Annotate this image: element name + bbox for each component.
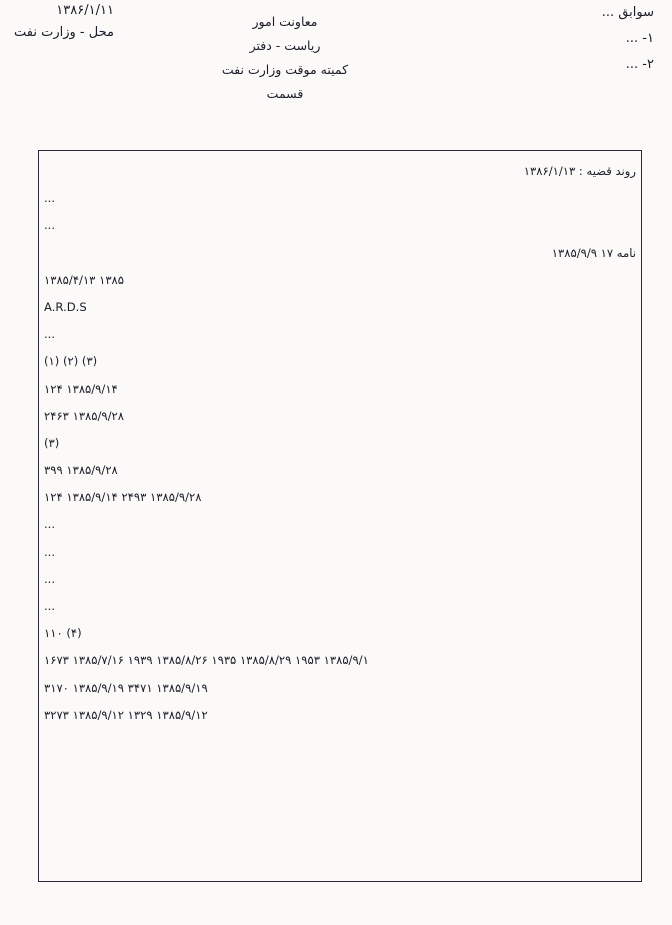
body-line: ۳۹۹ ۱۳۸۵/۹/۲۸ [44,463,118,478]
body-line: ... [44,327,56,342]
header-right-line: ۲- ... [625,57,654,72]
body-line: ... [44,599,56,613]
body-line: ۱۶۷۳ ۱۳۸۵/۷/۱۶ ۱۹۳۹ ۱۳۸۵/۸/۲۶ ۱۹۳۵ ۱۳۸۵/۸/۲۹ ۱۹۵۳ ۱۳۸۵/۹/۱ [44,653,369,668]
header-right [602,0,654,78]
body-line: روند قضیه : ۱۳۸۶/۱/۱۳ [523,164,636,178]
body-line: A.R.D.S [44,299,87,314]
body-line: ۱۲۴ ۱۳۸۵/۹/۱۴ ۲۴۹۳ ۱۳۸۵/۹/۲۸ [44,490,202,505]
header-center-line: معاونت امور [252,14,318,29]
body-line [44,729,636,756]
body-line: ... [44,218,56,233]
body-line: ... [44,191,56,206]
body-line: ۱۲۴ ۱۳۸۵/۹/۱۴ [44,381,118,396]
body-line: ۳۱۷۰ ۱۳۸۵/۹/۱۹ ۳۴۷۱ ۱۳۸۵/۹/۱۹ [44,680,208,695]
body-line [44,838,636,865]
header-center-line: ریاست - دفتر [249,38,321,53]
header-right-line: ۱- ... [625,31,654,46]
body-line [44,811,636,838]
header-center-line: کمیته موقت وزارت نفت [221,62,349,77]
body-line: (۳) [44,435,60,450]
header-left-line: محل - وزارت نفت [14,25,114,40]
header-left [14,0,114,44]
body-line: (۱) (۲) (۳) [44,354,98,369]
body-line [44,783,636,810]
header-left-line: ۱۳۸۶/۱/۱۱ [56,3,114,18]
body-line: ... [44,571,56,586]
body-line: ۱۳۸۵/۴/۱۳ ۱۳۸۵ [44,272,124,287]
body-line: ۱۱۰ (۴) [44,626,82,641]
body-line [44,756,636,783]
header-right-line: سوابق ... [601,5,654,20]
body-line: ۲۴۶۳ ۱۳۸۵/۹/۲۸ [44,408,124,423]
body-line: ... [44,517,56,532]
body-line: ... [44,544,56,559]
header-center [160,10,410,106]
body-line: ۳۲۷۳ ۱۳۸۵/۹/۱۲ ۱۳۲۹ ۱۳۸۵/۹/۱۲ [44,707,208,722]
body-line: نامه ۱۷ ۱۳۸۵/۹/۹ [551,245,636,260]
header-center-line: قسمت [266,86,304,101]
handwritten-body [44,158,636,865]
